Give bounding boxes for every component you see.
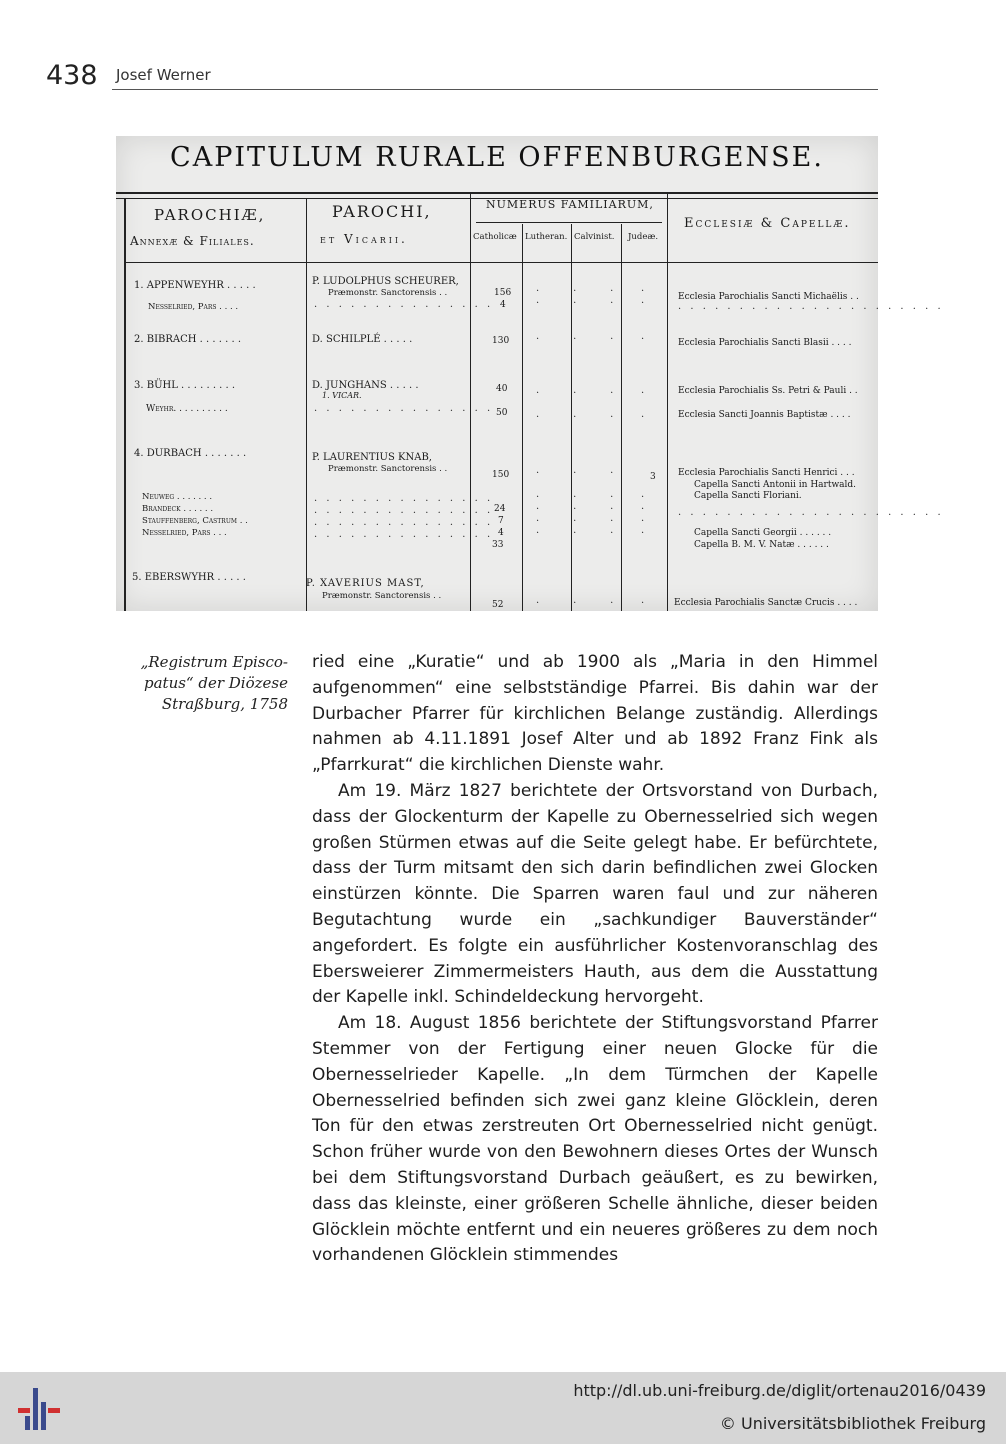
paragraph: ried eine „Kuratie“ und ab 1900 als „Maria in den Himmel aufgenommen“ eine selbstständige Pfarrei. Bis dahin war der Durbacher Pfarrer für kirchlichen Belange zuständig. Allerdings nahmen ab 4.11.1891 Josef Alter und ab 1892 Franz Fink als „Pfarrkurat“ die kirchlichen Dienste wahr. bbox=[312, 652, 878, 776]
row-catholic: 150 bbox=[492, 470, 510, 480]
dot-leaders: · · · · · · · · · · · · · · · bbox=[314, 302, 494, 313]
dot-leaders: · · · · · · · · · · · · · · · · · · · · · · bbox=[678, 304, 944, 315]
table-vrule-2 bbox=[470, 194, 471, 611]
paragraph: Am 19. März 1827 berichtete der Ortsvorstand von Durbach, dass der Glockenturm der Kapelle zu Obernesselried sich wegen großen Stürmen etwas auf die Seite gelegt habe. Er befürchtete, dass der Turm mitsamt den sich darin befindlichen zwei Glocken einstürzen könnte. Die Sparren waren faul und zur näheren Begutachtung wurde ein „sachkundiger Bauverständer“ angefordert. Es folgte ein ausführlicher Kostenvoranschlag des Ebersweierer Zimmermeisters Hauth, aus dem die Ausstattung der Kapelle inkl. Schindeldeckung hervorgeht. bbox=[312, 780, 878, 1008]
register-title: CAPITULUM RURALE OFFENBURGENSE. bbox=[170, 142, 824, 173]
row-church: Ecclesia Parochialis Ss. Petri & Pauli . . bbox=[678, 386, 858, 396]
table-vrule-3 bbox=[522, 224, 523, 611]
row-priest: D. JUNGHANS . . . . . bbox=[312, 380, 419, 391]
body-text bbox=[312, 650, 878, 1269]
footer-bar bbox=[0, 1372, 1006, 1444]
row-priest-sub: 1. VICAR. bbox=[322, 391, 362, 400]
caption-line: patus“ der Diözese bbox=[144, 674, 288, 692]
row-church: Ecclesia Parochialis Sancti Blasii . . . . bbox=[678, 338, 852, 348]
footer-url-link[interactable]: http://dl.ub.uni-freiburg.de/diglit/ortenau2016/0439 bbox=[573, 1381, 986, 1400]
row-parish: Brandeck . . . . . . bbox=[142, 504, 214, 514]
table-vrule-6 bbox=[667, 194, 668, 611]
header-numerus: NUMERUS FAMILIARUM, bbox=[486, 198, 654, 211]
row-catholic: 156 bbox=[494, 288, 512, 298]
header-parochiae-sub: Annexæ & Filiales. bbox=[130, 234, 255, 248]
row-parish: Weyhr. . . . . . . . . . bbox=[146, 404, 228, 414]
row-catholic: 24 bbox=[494, 504, 506, 514]
header-calvinist: Calvinist. bbox=[574, 232, 615, 242]
row-catholic: 130 bbox=[492, 336, 510, 346]
dot-leaders: · · · · bbox=[536, 334, 648, 345]
row-church: Ecclesia Sancti Joannis Baptistæ . . . . bbox=[678, 410, 851, 420]
row-priest-sub: Præmonstr. Sanctorensis . . bbox=[328, 288, 448, 298]
row-parish: 1. APPENWEYHR . . . . . bbox=[134, 280, 256, 291]
page-number: 438 bbox=[46, 60, 98, 91]
row-church: Capella B. M. V. Natæ . . . . . . bbox=[694, 540, 829, 550]
header-parochiae: PAROCHIÆ, bbox=[154, 206, 266, 224]
row-parish: Neuweg . . . . . . . bbox=[142, 492, 213, 502]
row-judeae: 3 bbox=[650, 472, 656, 482]
header-rule bbox=[112, 89, 878, 90]
row-church: Capella Sancti Antonii in Hartwald. bbox=[694, 480, 857, 490]
row-parish: Nesselried, Pars . . . bbox=[142, 528, 227, 538]
dot-leaders: · · · · · · · · bbox=[536, 388, 648, 423]
table-rule-header bbox=[124, 262, 878, 263]
row-priest-sub: Præmonstr. Sanctorensis . . bbox=[328, 464, 448, 474]
numerus-underline bbox=[476, 222, 662, 223]
row-catholic: 52 bbox=[492, 600, 504, 610]
header-parochi: PAROCHI, bbox=[332, 202, 432, 221]
dot-leaders: · · · · · · · · · · · · · · · · · · · · · · bbox=[678, 510, 944, 521]
row-parish: 3. BÜHL . . . . . . . . . bbox=[134, 380, 236, 391]
header-ecclesiae: Ecclesiæ & Capellæ. bbox=[684, 216, 851, 231]
row-church: Capella Sancti Floriani. bbox=[694, 491, 802, 501]
row-priest: P. XAVERIUS MAST, bbox=[306, 578, 425, 589]
header-lutheran: Lutheran. bbox=[525, 232, 568, 242]
caption-line: „Registrum Episco- bbox=[140, 653, 288, 671]
row-catholic: 33 bbox=[492, 540, 504, 550]
figure-caption bbox=[110, 652, 288, 715]
row-catholic: 7 bbox=[498, 516, 504, 526]
header-catholicae: Catholicæ bbox=[473, 232, 517, 242]
row-church: Capella Sancti Georgii . . . . . . bbox=[694, 528, 832, 538]
row-parish: 2. BIBRACH . . . . . . . bbox=[134, 334, 241, 345]
paragraph: Am 18. August 1856 berichtete der Stiftungsvorstand Pfarrer Stemmer von der Fertigung einer neuen Glocke für die Obernesselrieder Kapelle. „In dem Türmchen der Kapelle Obernesselried befinden sich zwei ganz kleine Glöcklein, deren Ton für den etwas zerstreuten Ort Obernesselried nicht genügt. Schon früher wurde von den Bewohnern dieses Ortes der Wunsch bei dem Stiftungsvorstand Durbach geäußert, es zu bewirken, dass das kleinste, einer größeren Schelle ähnliche, dieser beiden Glöcklein möchte entfernt und ein neueres größeres zu dem noch vorhandenen Glöcklein stimmendes bbox=[312, 1013, 878, 1266]
row-church: Ecclesia Parochialis Sancti Henrici . . . bbox=[678, 468, 855, 478]
row-priest: P. LUDOLPHUS SCHEURER, bbox=[312, 276, 459, 287]
row-catholic: 4 bbox=[498, 528, 504, 538]
dot-leaders: · · · · · · · · · · · · · · · bbox=[314, 406, 494, 417]
register-photo bbox=[116, 136, 944, 611]
row-parish: Nesselried, Pars . . . . bbox=[148, 302, 239, 312]
header-judeae: Judeæ. bbox=[628, 232, 659, 242]
table-vrule-left bbox=[124, 198, 126, 611]
row-parish: 5. EBERSWYHR . . . . . bbox=[132, 572, 246, 583]
header-parochi-sub: et Vicarii. bbox=[320, 232, 408, 246]
footer-copyright: © Universitätsbibliothek Freiburg bbox=[719, 1414, 986, 1433]
row-church: Ecclesia Parochialis Sancti Michaëlis . . bbox=[678, 292, 859, 302]
row-parish: Stauffenberg, Castrum . . bbox=[142, 516, 248, 526]
row-church: Ecclesia Parochialis Sanctæ Crucis . . . . bbox=[674, 598, 858, 608]
dot-leaders: · · · · bbox=[536, 598, 648, 609]
row-catholic: 40 bbox=[496, 384, 508, 394]
row-parish: 4. DURBACH . . . . . . . bbox=[134, 448, 247, 459]
row-catholic: 50 bbox=[496, 408, 508, 418]
dot-leaders: · · · · · · · · · · · · · · · · · · · bbox=[536, 468, 648, 539]
caption-line: Straßburg, 1758 bbox=[161, 695, 288, 713]
table-rule-top bbox=[116, 192, 878, 194]
dot-leaders: · · · · · · · · bbox=[536, 286, 648, 309]
row-catholic: 4 bbox=[500, 300, 506, 310]
row-priest: P. LAURENTIUS KNAB, bbox=[312, 452, 432, 463]
row-priest-sub: Præmonstr. Sanctorensis . . bbox=[322, 591, 442, 601]
row-priest: D. SCHILPLÉ . . . . . bbox=[312, 334, 413, 345]
library-logo-icon bbox=[14, 1382, 64, 1434]
dot-leaders: · · · · · · · · · · · · · · · · · · · · · · · · · · · · · · · · · · · · · · · · · · · · · · · · · · · · · · · · · · · · bbox=[314, 496, 494, 543]
running-head: Josef Werner bbox=[116, 66, 211, 84]
table-vrule-1 bbox=[306, 198, 307, 611]
